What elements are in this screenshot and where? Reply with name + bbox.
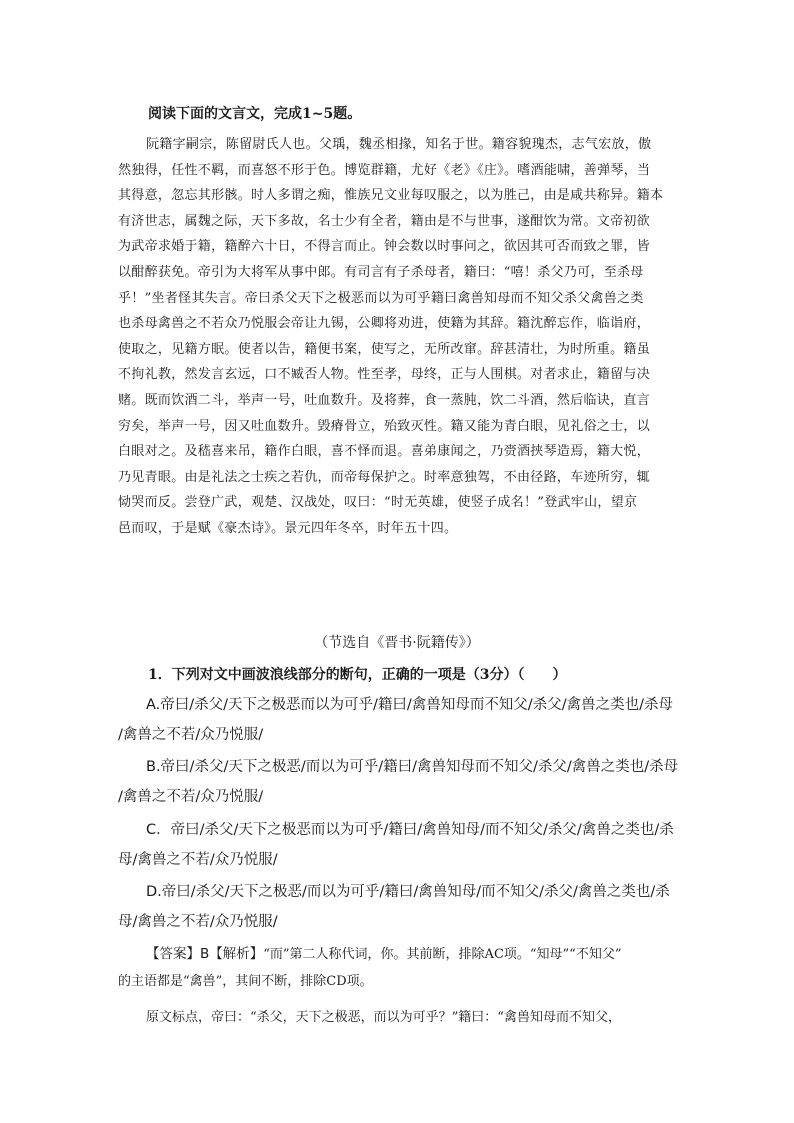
option-a-line-2: /禽兽之不若/众乃悦服/ — [118, 727, 264, 743]
passage-line: 有济世志，属魏之际，天下多故，名士少有全者，籍由是不与世事，遂酣饮为常。文帝初欲 — [118, 213, 651, 229]
answer-tag: 【答案】 — [146, 946, 200, 962]
analysis-text: “而”第二人称代词，你。其前断，排除AC项。“知母”“不知父” — [263, 947, 622, 962]
passage-line: 赌。既而饮酒二斗，举声一号，吐血数升。及将葬，食一蒸肫，饮二斗酒，然后临诀，直言 — [118, 392, 651, 408]
passage-line: 使取之，见籍方眠。使者以告，籍便书案，使写之，无所改窜。辞甚清壮，为时所重。籍虽 — [118, 341, 651, 357]
option-d-line-2: 母/禽兽之不若/众乃悦服/ — [118, 914, 278, 930]
passage-source: （节选自《晋书·阮籍传》） — [314, 635, 480, 651]
answer-line-2: 的主语都是“禽兽”，其间不断，排除CD项。 — [118, 974, 373, 989]
classical-passage — [118, 132, 678, 542]
answer-letter: B — [200, 946, 210, 962]
answer-line-1 — [118, 940, 678, 969]
option-d-line-1: D.帝曰/杀父/天下之极恶/而以为可乎/籍曰/禽兽知母/而不知父/杀父/禽兽之类也/杀 — [146, 884, 670, 900]
option-c-line-1: C．帝曰/杀父/天下之极恶而以为可乎/籍曰/禽兽知母/而不知父/杀父/禽兽之类也/杀 — [146, 822, 674, 838]
passage-line: 以酣醉获免。帝引为大将军从事中郎。有司言有子杀母者，籍曰：“嘻！杀父乃可，至杀母 — [118, 264, 644, 280]
passage-line: 恸哭而反。尝登广武，观楚、汉战处，叹曰：“时无英雄，使竖子成名！”登武牢山，望京 — [118, 495, 638, 511]
passage-line: 也杀母禽兽之不若众乃悦服会帝让九锡，公卿将劝进，使籍为其辞。籍沈醉忘作，临诣府， — [118, 316, 651, 332]
reading-instruction: 阅读下面的文言文，完成1~5题。 — [148, 106, 362, 122]
answer-line-3: 原文标点，帝曰：“杀父，天下之极恶，而以为可乎？”籍曰：“禽兽知母而不知父， — [146, 1010, 621, 1025]
passage-line: 白眼对之。及嵇喜来吊，籍作白眼，喜不怿而退。喜弟康闻之，乃赍酒挟琴造焉，籍大悦， — [118, 444, 651, 460]
passage-line: 为武帝求婚于籍，籍醉六十日，不得言而止。钟会数以时事问之，欲因其可否而致之罪，皆 — [118, 239, 651, 255]
passage-line: 阮籍字嗣宗，陈留尉氏人也。父瑀，魏丞相掾，知名于世。籍容貌瑰杰，志气宏放，傲 — [146, 137, 652, 152]
passage-line: 其得意，忽忘其形骸。时人多谓之痴，惟族兄文业每叹服之，以为胜己，由是咸共称异。籍本 — [118, 188, 664, 204]
question-1-stem: 1．下列对文中画波浪线部分的断句，正确的一项是（3分）（ ） — [148, 667, 567, 683]
analysis-tag: 【解析】 — [209, 946, 264, 962]
passage-line: 然独得，任性不羁，而喜怒不形于色。博览群籍，尤好《老》《庄》。嗜酒能啸，善弹琴，当 — [118, 162, 651, 178]
option-a-line-1: A.帝曰/杀父/天下之极恶而以为可乎/籍曰/禽兽知母而不知父/杀父/禽兽之类也/杀母 — [146, 697, 673, 713]
passage-line: 乎！”坐者怪其失言。帝曰杀父天下之极恶而以为可乎籍曰禽兽知母而不知父杀父禽兽之类 — [118, 290, 644, 306]
passage-line: 邑而叹，于是赋《豪杰诗》。景元四年冬卒，时年五十四。 — [118, 520, 458, 536]
option-b-line-2: /禽兽之不若/众乃悦服/ — [118, 789, 264, 805]
option-c-line-2: 母/禽兽之不若/众乃悦服/ — [118, 852, 278, 868]
passage-line: 不拘礼教，然发言玄远，口不臧否人物。性至孝，母终，正与人围棋。对者求止，籍留与决 — [118, 367, 651, 383]
passage-line: 乃见青眼。由是礼法之士疾之若仇，而帝每保护之。时率意独驾，不由径路，车迹所穷，辄 — [118, 469, 651, 485]
passage-line: 穷矣，举声一号，因又吐血数升。毁瘠骨立，殆致灭性。籍又能为青白眼，见礼俗之士，以 — [118, 418, 651, 434]
option-b-line-1: B.帝曰/杀父/天下之极恶/而以为可乎/籍曰/禽兽知母而不知父/杀父/禽兽之类也/杀母 — [146, 759, 679, 775]
